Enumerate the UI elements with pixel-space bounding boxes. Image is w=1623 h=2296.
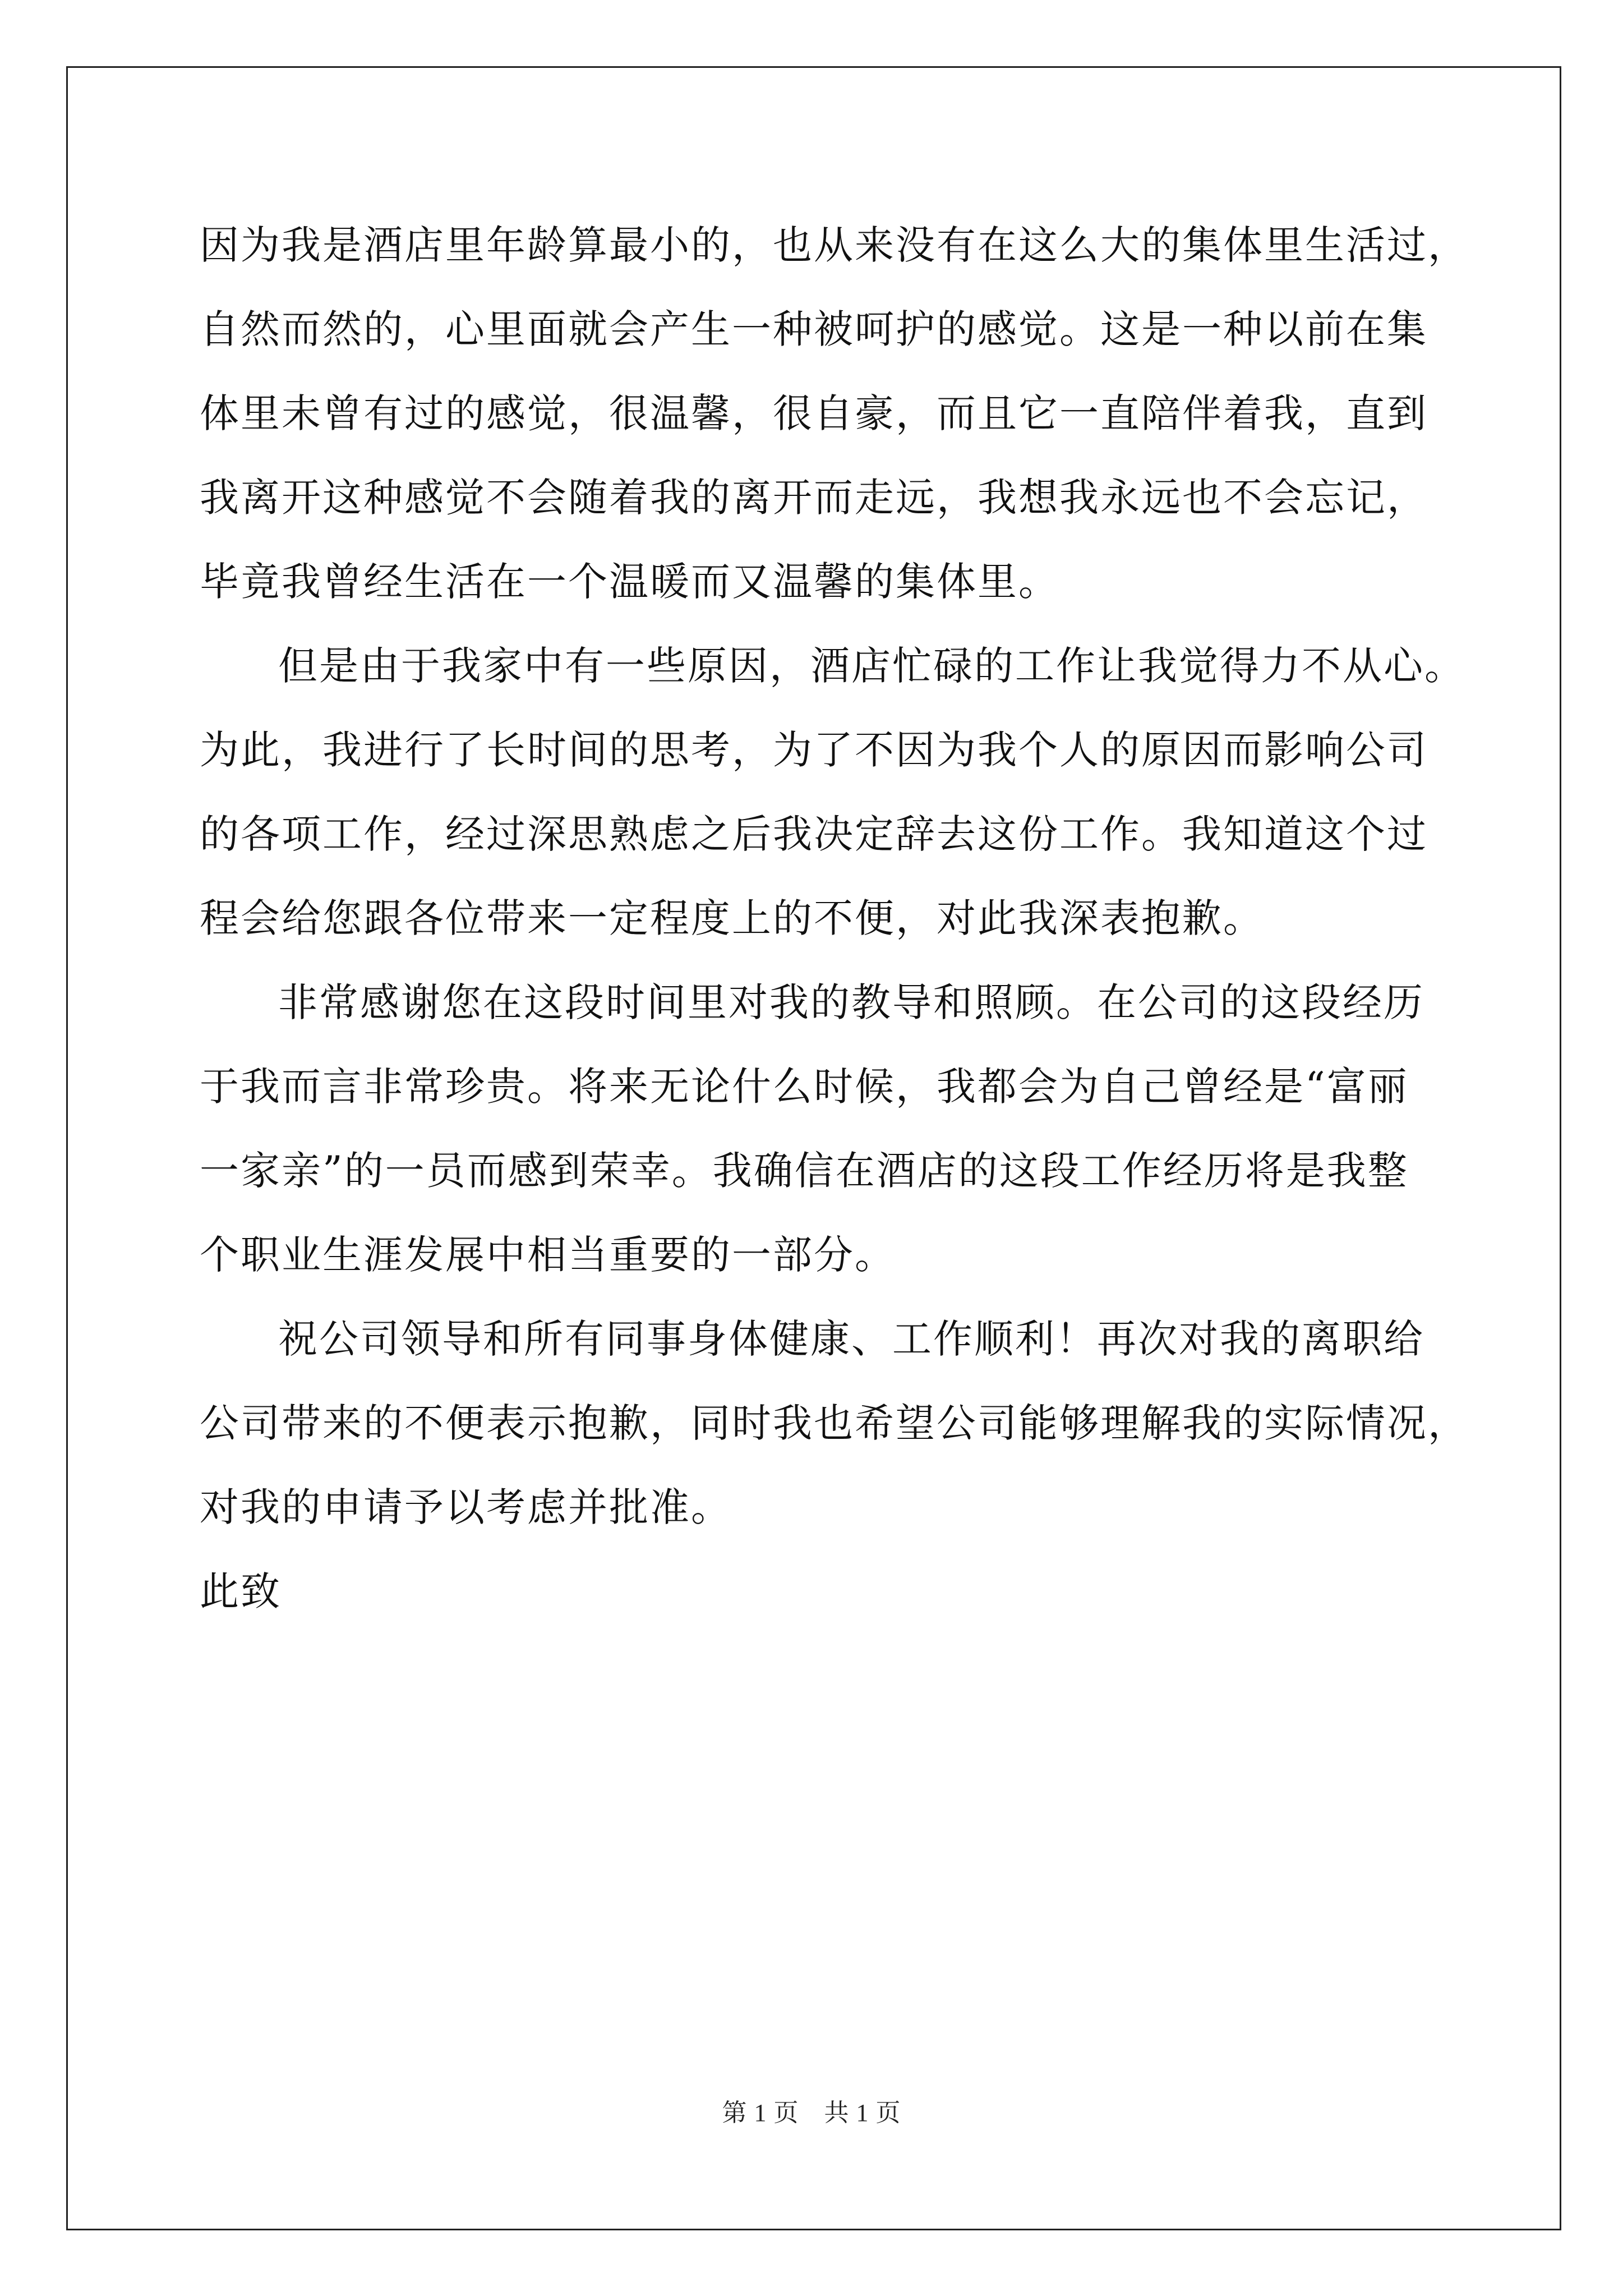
letter-body	[200, 203, 1469, 1634]
paragraph-start-line: 但是由于我家中有一些原因，酒店忙碌的工作让我觉得力不从心。	[278, 643, 1465, 689]
paragraph-start-line: 非常感谢您在这段时间里对我的教导和照顾。在公司的这段经历	[278, 979, 1424, 1025]
text-line: 毕竟我曾经生活在一个温暖而又温馨的集体里。	[200, 559, 1059, 605]
page-footer: 第 1 页 共 1 页	[722, 2099, 901, 2127]
text-line: 的各项工作，经过深思熟虑之后我决定辞去这份工作。我知道这个过	[200, 811, 1428, 857]
text-line: 对我的申请予以考虑并批准。	[200, 1484, 732, 1530]
text-line: 公司带来的不便表示抱歉，同时我也希望公司能够理解我的实际情况，	[200, 1400, 1469, 1446]
text-line: 自然而然的，心里面就会产生一种被呵护的感觉。这是一种以前在集	[200, 306, 1428, 352]
text-line: 因为我是酒店里年龄算最小的，也从来没有在这么大的集体里生活过，	[200, 222, 1469, 268]
text-line: 个职业生涯发展中相当重要的一部分。	[200, 1232, 896, 1278]
text-line: 为此，我进行了长时间的思考，为了不因为我个人的原因而影响公司	[200, 727, 1428, 773]
closing-salutation: 此致	[200, 1568, 282, 1614]
text-line: 程会给您跟各位带来一定程度上的不便，对此我深表抱歉。	[200, 895, 1264, 941]
text-line: 一家亲”的一员而感到荣幸。我确信在酒店的这段工作经历将是我整	[200, 1148, 1409, 1194]
text-line: 我离开这种感觉不会随着我的离开而走远，我想我永远也不会忘记，	[200, 475, 1428, 521]
paragraph-start-line: 祝公司领导和所有同事身体健康、工作顺利！再次对我的离职给	[278, 1316, 1424, 1362]
text-line: 体里未曾有过的感觉，很温馨，很自豪，而且它一直陪伴着我，直到	[200, 390, 1428, 436]
text-line: 于我而言非常珍贵。将来无论什么时候，我都会为自己曾经是“富丽	[200, 1064, 1409, 1110]
